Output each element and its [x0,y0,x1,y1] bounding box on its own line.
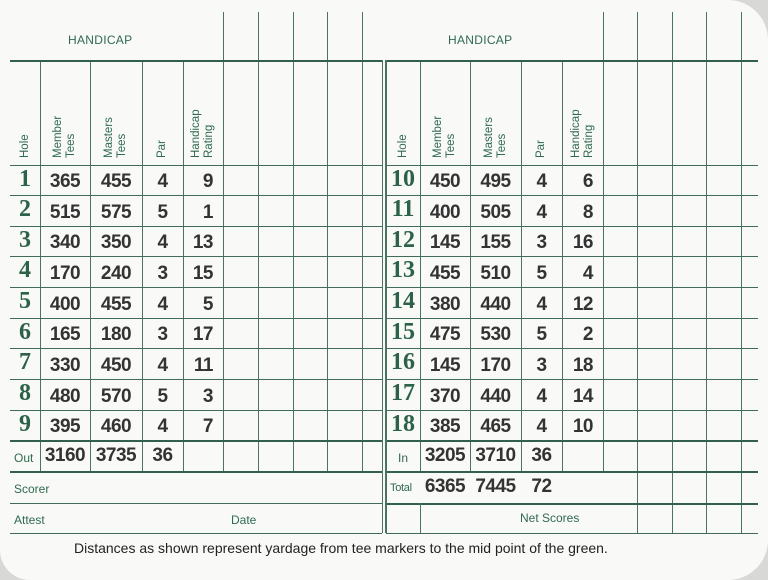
score-entry-cell[interactable] [741,348,758,379]
score-entry-cell[interactable] [293,318,327,348]
hole-masters-cell: 505 [480,202,511,223]
score-entry-cell[interactable] [706,165,741,195]
score-entry-cell[interactable] [672,379,706,410]
scorer-field[interactable] [60,472,380,502]
hole-par-cell: 4 [536,171,547,192]
hole-hcp-cell: 16 [572,232,593,253]
hole-masters-cell: 170 [480,355,511,376]
score-entry-cell[interactable] [223,226,258,256]
right-handicap-label: HANDICAP [448,33,513,47]
hole-member-cell: 515 [49,202,81,223]
column-header-hcp: Rating [203,124,215,158]
score-entry-cell[interactable] [672,165,706,195]
net-score-cell[interactable] [741,503,758,533]
hole-member-cell: 145 [429,355,461,376]
hole-hcp-cell: 17 [192,324,213,345]
column-header-par: Par [535,140,547,158]
hole-hcp-cell: 7 [202,416,213,437]
score-entry-cell[interactable] [741,256,758,287]
score-entry-cell[interactable] [706,256,741,287]
hole-hole-cell: 2 [19,196,31,222]
score-entry-cell[interactable] [706,348,741,379]
left-header-top-line [10,60,382,62]
in-masters-total: 3710 [475,445,516,466]
hole-hole-cell: 7 [19,349,31,375]
hole-hole-cell: 12 [391,227,415,253]
hole-masters-cell: 450 [100,355,132,376]
hole-member-cell: 400 [49,294,81,315]
score-entry-cell[interactable] [293,348,327,379]
hole-member-cell: 340 [49,232,81,253]
total-member-total: 6365 [424,476,466,497]
score-entry-cell[interactable] [293,226,327,256]
score-entry-cell[interactable] [603,226,637,256]
score-entry-cell[interactable] [362,256,382,287]
score-entry-cell[interactable] [741,165,758,195]
hole-hcp-cell: 14 [572,386,593,407]
score-entry-cell[interactable] [362,379,382,410]
score-entry-cell[interactable] [293,379,327,410]
attest-bottom-line [10,533,382,534]
hole-hcp-cell: 2 [582,324,593,345]
hole-masters-cell: 510 [480,263,511,284]
score-entry-cell[interactable] [258,256,293,287]
hole-hcp-cell: 8 [582,202,593,223]
score-entry-cell[interactable] [706,318,741,348]
score-entry-cell[interactable] [603,195,637,226]
score-entry-cell[interactable] [258,379,293,410]
hole-masters-cell: 180 [100,324,132,345]
left-handicap-label: HANDICAP [68,33,133,47]
score-entry-cell[interactable] [706,287,741,318]
score-entry-cell[interactable] [223,195,258,226]
score-entry-cell[interactable] [603,379,637,410]
hole-member-cell: 365 [49,171,81,192]
hole-hole-cell: 9 [19,411,31,437]
score-entry-cell[interactable] [362,226,382,256]
column-header-hcp: Rating [582,124,595,158]
score-entry-cell[interactable] [706,379,741,410]
hole-hcp-cell: 12 [572,294,593,315]
score-entry-cell[interactable] [223,287,258,318]
score-entry-cell[interactable] [327,195,362,226]
score-entry-cell[interactable] [672,410,706,440]
hole-masters-cell: 455 [100,294,132,315]
hole-hcp-cell: 18 [572,355,593,376]
score-entry-cell[interactable] [223,348,258,379]
hole-masters-cell: 440 [480,294,511,315]
hole-hole-cell: 16 [391,349,415,375]
score-entry-cell[interactable] [741,226,758,256]
score-entry-cell[interactable] [672,318,706,348]
column-header-hcp: Handicap [190,109,202,158]
hole-member-cell: 480 [49,386,81,407]
score-entry-cell[interactable] [258,410,293,440]
out-label: Out [14,451,34,465]
column-header-member: Member [432,115,444,158]
score-entry-cell[interactable] [603,348,637,379]
fold-line [386,60,387,533]
hole-hcp-cell: 1 [202,202,213,223]
score-entry-cell[interactable] [293,195,327,226]
column-header-member: Tees [445,133,457,158]
hole-member-cell: 450 [429,171,461,192]
yardage-note: Distances as shown represent yardage from tee markers to the mid point of the green. [74,540,608,556]
hole-member-cell: 170 [49,263,81,284]
score-entry-cell[interactable] [327,410,362,440]
score-entry-cell[interactable] [293,287,327,318]
score-entry-cell[interactable] [258,195,293,226]
score-entry-cell[interactable] [362,318,382,348]
hole-member-cell: 165 [49,324,81,345]
totals-top-line [10,440,382,442]
net-scores-bottom-line [386,533,758,534]
hole-hole-cell: 13 [391,257,415,283]
hole-par-cell: 5 [536,324,547,345]
score-entry-cell[interactable] [327,348,362,379]
hole-par-cell: 4 [157,355,168,376]
net-score-cell[interactable] [706,503,741,533]
hole-hcp-cell: 9 [202,171,213,192]
hole-member-cell: 385 [429,416,461,437]
score-entry-cell[interactable] [603,318,637,348]
date-label: Date [231,513,257,527]
score-entry-cell[interactable] [327,379,362,410]
hole-hcp-cell: 13 [192,232,213,253]
score-entry-cell[interactable] [327,165,362,195]
hole-member-cell: 395 [49,416,81,437]
hole-hcp-cell: 15 [192,263,213,284]
column-header-member: Member [52,115,64,158]
column-header-masters: Tees [495,133,508,158]
score-entry-cell[interactable] [258,226,293,256]
hole-hole-cell: 11 [391,196,415,222]
hole-par-cell: 4 [536,294,547,315]
hole-masters-cell: 575 [100,202,132,223]
hole-par-cell: 3 [536,232,547,253]
score-entry-cell[interactable] [223,318,258,348]
net-score-cell[interactable] [672,503,706,533]
hole-par-cell: 3 [536,355,547,376]
out-member-total: 3160 [44,445,86,466]
score-entry-cell[interactable] [637,195,672,226]
total-masters-total: 7445 [475,476,516,497]
score-entry-cell[interactable] [672,226,706,256]
score-entry-cell[interactable] [223,256,258,287]
hole-par-cell: 4 [157,416,168,437]
hole-hcp-cell: 5 [202,294,213,315]
hole-hole-cell: 18 [391,411,415,437]
hole-hole-cell: 8 [19,380,31,406]
column-header-hole: Hole [18,134,31,158]
net-scores-label: Net Scores [520,511,580,525]
hole-hole-cell: 5 [19,288,31,314]
score-entry-cell[interactable] [258,348,293,379]
hole-hole-cell: 3 [19,227,31,253]
scorer-label: Scorer [14,482,50,496]
score-entry-cell[interactable] [293,410,327,440]
hole-par-cell: 4 [536,416,547,437]
in-label: In [398,451,409,465]
hole-hole-cell: 10 [391,166,415,192]
net-score-cell[interactable] [637,503,672,533]
hole-hcp-cell: 10 [572,416,593,437]
hole-masters-cell: 455 [100,171,132,192]
hole-par-cell: 4 [157,294,168,315]
score-entry-cell[interactable] [741,195,758,226]
score-entry-cell[interactable] [223,379,258,410]
score-entry-cell[interactable] [603,287,637,318]
score-entry-cell[interactable] [293,256,327,287]
out-par-total: 36 [152,445,173,466]
score-entry-cell[interactable] [223,410,258,440]
hole-masters-cell: 465 [480,416,511,437]
score-entry-cell[interactable] [741,379,758,410]
date-field[interactable] [262,504,380,533]
score-entry-cell[interactable] [293,165,327,195]
hole-par-cell: 5 [157,386,168,407]
column-header-hcp: Handicap [569,109,582,158]
score-entry-cell[interactable] [327,256,362,287]
in-par-total: 36 [531,445,552,466]
total-par-total: 72 [531,476,552,497]
hole-member-cell: 370 [429,386,461,407]
out-masters-total: 3735 [95,445,137,466]
hole-masters-cell: 460 [100,416,132,437]
score-entry-cell[interactable] [672,348,706,379]
column-header-par: Par [156,140,168,158]
score-entry-cell[interactable] [603,256,637,287]
totals-top-line [386,440,758,442]
hole-member-cell: 330 [49,355,81,376]
score-entry-cell[interactable] [362,287,382,318]
fold-line [382,60,383,533]
score-entry-cell[interactable] [637,379,672,410]
hole-par-cell: 5 [157,202,168,223]
score-entry-cell[interactable] [258,165,293,195]
hole-par-cell: 5 [536,263,547,284]
score-entry-cell[interactable] [327,226,362,256]
hole-hole-cell: 14 [391,288,415,314]
hole-par-cell: 4 [536,386,547,407]
score-entry-cell[interactable] [603,165,637,195]
score-entry-cell[interactable] [706,410,741,440]
column-header-masters: Tees [116,133,128,158]
score-entry-cell[interactable] [672,195,706,226]
score-entry-cell[interactable] [706,226,741,256]
score-entry-cell[interactable] [741,287,758,318]
score-entry-cell[interactable] [258,318,293,348]
in-member-total: 3205 [424,445,466,466]
hole-par-cell: 4 [157,171,168,192]
hole-member-cell: 475 [429,324,461,345]
net-score-cell[interactable] [603,503,637,533]
score-entry-cell[interactable] [637,165,672,195]
score-entry-cell[interactable] [741,318,758,348]
score-entry-cell[interactable] [637,348,672,379]
hole-member-cell: 145 [429,232,461,253]
hole-masters-cell: 570 [100,386,132,407]
hole-hole-cell: 15 [391,319,415,345]
score-entry-cell[interactable] [603,410,637,440]
hole-hole-cell: 4 [19,257,31,283]
column-header-masters: Masters [103,117,115,158]
hole-hole-cell: 17 [391,380,415,406]
score-entry-cell[interactable] [362,165,382,195]
hole-member-cell: 400 [429,202,461,223]
score-entry-cell[interactable] [672,287,706,318]
score-entry-cell[interactable] [327,287,362,318]
hole-hcp-cell: 11 [193,355,213,376]
hole-masters-cell: 440 [480,386,511,407]
hole-par-cell: 4 [157,232,168,253]
score-entry-cell[interactable] [362,348,382,379]
attest-label: Attest [14,513,45,527]
score-entry-cell[interactable] [327,318,362,348]
total-label: Total [390,482,412,494]
hole-masters-cell: 155 [480,232,511,253]
hole-masters-cell: 350 [100,232,132,253]
in-bottom-line [386,471,758,473]
column-header-member: Tees [65,133,77,158]
hole-hcp-cell: 3 [202,386,213,407]
hole-hole-cell: 6 [19,319,31,345]
score-entry-cell[interactable] [637,318,672,348]
score-entry-cell[interactable] [258,287,293,318]
right-header-top-line [386,60,758,62]
score-entry-cell[interactable] [706,195,741,226]
hole-hcp-cell: 6 [582,171,593,192]
score-entry-cell[interactable] [741,410,758,440]
score-entry-cell[interactable] [362,410,382,440]
hole-member-cell: 380 [429,294,461,315]
score-entry-cell[interactable] [637,410,672,440]
hole-par-cell: 3 [157,324,168,345]
score-entry-cell[interactable] [362,195,382,226]
column-header-masters: Masters [482,117,495,158]
score-entry-cell[interactable] [637,256,672,287]
hole-member-cell: 455 [429,263,461,284]
score-entry-cell[interactable] [223,165,258,195]
score-entry-cell[interactable] [672,256,706,287]
score-entry-cell[interactable] [637,287,672,318]
column-header-hole: Hole [396,134,409,158]
column-line [420,503,421,533]
attest-field[interactable] [60,504,225,533]
hole-hcp-cell: 4 [582,263,593,284]
hole-hole-cell: 1 [19,166,31,192]
hole-par-cell: 3 [157,263,168,284]
hole-masters-cell: 495 [480,171,511,192]
hole-masters-cell: 240 [100,263,132,284]
hole-masters-cell: 530 [480,324,511,345]
score-entry-cell[interactable] [637,226,672,256]
hole-par-cell: 4 [536,202,547,223]
